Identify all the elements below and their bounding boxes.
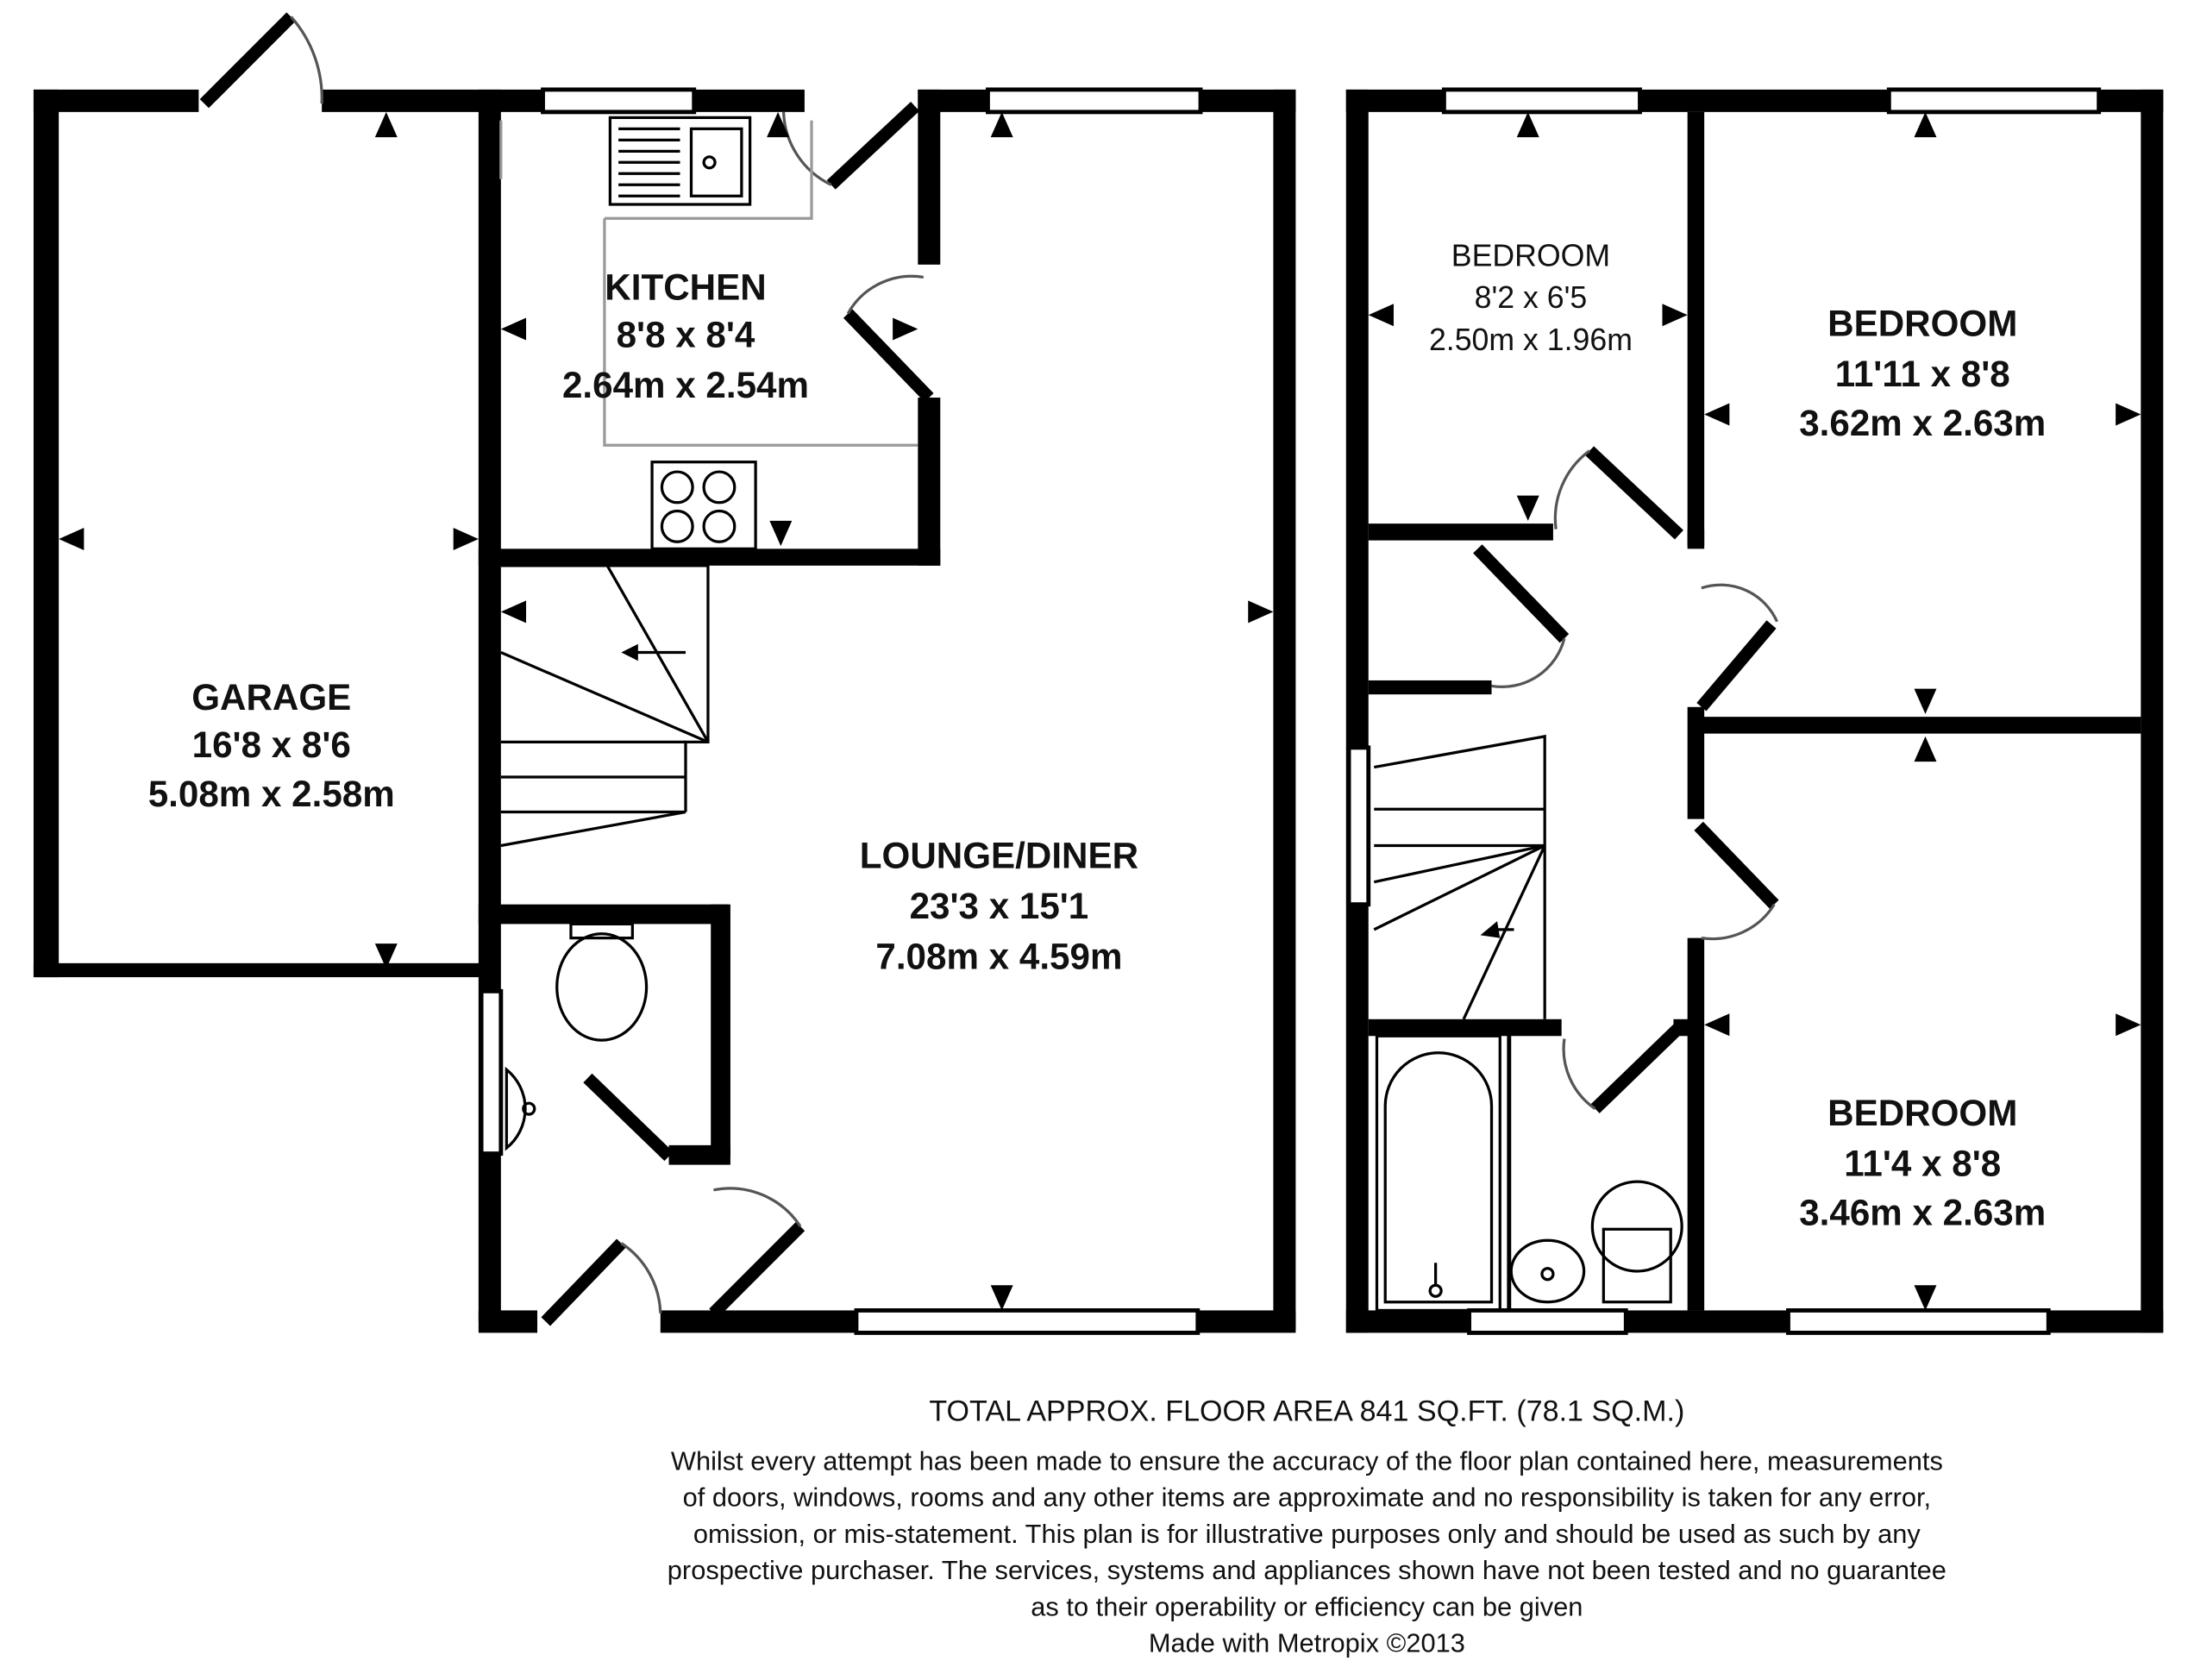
total-area: TOTAL APPROX. FLOOR AREA 841 SQ.FT. (78.1 SQ.M.) [929,1395,1685,1428]
kitchen-window [543,90,694,112]
kitchen-metric: 2.64m x 2.54m [561,365,810,406]
kitchen-label [562,266,809,405]
bedroom-small-imperial: 8'2 x 6'5 [1474,280,1588,316]
lounge-window-bottom [856,1310,1198,1332]
bedroom-top-metric: 3.62m x 2.63m [1799,402,2047,443]
disclaimer-line: Whilst every attempt has been made to ensure the accuracy of the floor plan contained here, measurements [670,1445,1943,1476]
lounge-window-top [987,90,1200,112]
bedroom-small-metric: 2.50m x 1.96m [1428,322,1633,357]
garage-metric: 5.08m x 2.58m [147,774,395,815]
garage-label [148,677,395,814]
disclaimer-line: of doors, windows, rooms and any other items are approximate and no responsibility is taken for any error, [682,1482,1932,1513]
garage-imperial: 16'8 x 8'6 [191,724,351,766]
ground-floor [34,16,1295,1332]
lounge-imperial: 23'3 x 15'1 [909,885,1089,926]
bedroom-bottom-metric: 3.46m x 2.63m [1799,1192,2047,1233]
disclaimer-line: omission, or mis-statement. This plan is for illustrative purposes only and should be used as such by any [693,1518,1921,1549]
kitchen-name: KITCHEN [605,266,767,308]
bedroom-top-label [1799,304,2046,443]
garage-name: GARAGE [191,677,352,718]
bedroom-small-label [1429,238,1633,356]
disclaimer-line: as to their operability or efficiency can be given [1031,1591,1583,1622]
credit: Made with Metropix ©2013 [1148,1627,1465,1658]
bedroom-top-imperial: 11'11 x 8'8 [1834,354,2010,395]
lounge-label [860,835,1138,976]
kitchen-imperial: 8'8 x 8'4 [616,314,755,355]
bedroom-bottom-imperial: 11'4 x 8'8 [1844,1143,2002,1184]
lounge-name: LOUNGE/DINER [859,835,1139,876]
bedroom-bottom-name: BEDROOM [1827,1093,2018,1134]
disclaimer-line: prospective purchaser. The services, systems and appliances shown have not been tested and no guarantee [667,1555,1946,1586]
bedroom-bottom-label [1799,1093,2046,1232]
first-floor [1346,90,2164,1333]
footer [668,1395,1946,1658]
lounge-metric: 7.08m x 4.59m [875,936,1123,977]
bedroom-top-name: BEDROOM [1827,303,2018,344]
bedroom-small-name: BEDROOM [1451,238,1611,273]
